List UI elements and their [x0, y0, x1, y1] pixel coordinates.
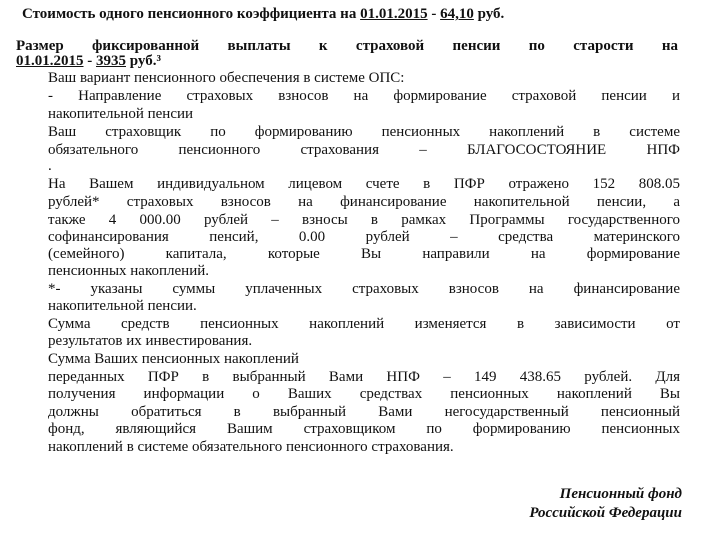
fixed-payment-separator: -	[83, 53, 96, 69]
coefficient-separator: -	[427, 6, 441, 22]
body-line: *- указаны суммы уплаченных страховых взносов на финансирование	[48, 281, 680, 297]
body-line: рублей* страховых взносов на финансирование накопительной пенсии, а	[48, 194, 680, 210]
body-line: переданных ПФР в выбранный Вами НПФ – 149 438.65 рублей. Для	[48, 369, 680, 385]
fixed-payment-value-line	[16, 53, 161, 70]
signature-line-1: Пенсионный фонд	[559, 486, 682, 502]
fixed-payment-title: Размер фиксированной выплаты к страховой пенсии по старости на	[16, 38, 678, 54]
body-line: .	[48, 158, 52, 174]
body-line: Сумма Ваших пенсионных накоплений	[48, 351, 299, 367]
body-line: (семейного) капитала, которые Вы направили на формирование	[48, 246, 680, 262]
coefficient-cost-label: Стоимость одного пенсионного коэффициента на	[22, 6, 361, 22]
body-line: также 4 000.00 рублей – взносы в рамках Программы государственного	[48, 212, 680, 228]
fixed-payment-date: 01.01.2015	[16, 53, 84, 69]
body-line: софинансирования пенсий, 0.00 рублей – средства материнского	[48, 229, 680, 245]
body-line: Ваш вариант пенсионного обеспечения в системе ОПС:	[48, 70, 405, 86]
fixed-payment-unit: руб.³	[126, 53, 161, 69]
body-line: результатов их инвестирования.	[48, 333, 253, 349]
body-line: пенсионных накоплений.	[48, 263, 209, 279]
body-line: обязательного пенсионного страхования – БЛАГОСОСТОЯНИЕ НПФ	[48, 142, 680, 158]
body-line: накопительной пенсии.	[48, 298, 197, 314]
coefficient-cost-line	[22, 6, 504, 23]
body-line: На Вашем индивидуальном лицевом счете в ПФР отражено 152 808.05	[48, 176, 680, 192]
body-line: накоплений в системе обязательного пенсионного страхования.	[48, 439, 454, 455]
body-line: - Направление страховых взносов на формирование страховой пенсии и	[48, 88, 680, 104]
body-line: Сумма средств пенсионных накоплений изменяется в зависимости от	[48, 316, 680, 332]
body-line: накопительной пенсии	[48, 106, 194, 122]
body-line: должны обратиться в выбранный Вами негосударственный пенсионный	[48, 404, 680, 420]
fixed-payment-value: 3935	[96, 53, 126, 69]
signature-line-2: Российской Федерации	[529, 505, 682, 521]
body-line: получения информации о Ваших средствах пенсионных накоплений Вы	[48, 386, 680, 402]
coefficient-date: 01.01.2015	[360, 6, 428, 22]
body-line: Ваш страховщик по формированию пенсионных накоплений в системе	[48, 124, 680, 140]
coefficient-value: 64,10	[440, 6, 474, 22]
coefficient-unit: руб.	[473, 6, 505, 22]
body-line: фонд, являющийся Вашим страховщиком по формированию пенсионных	[48, 421, 680, 437]
